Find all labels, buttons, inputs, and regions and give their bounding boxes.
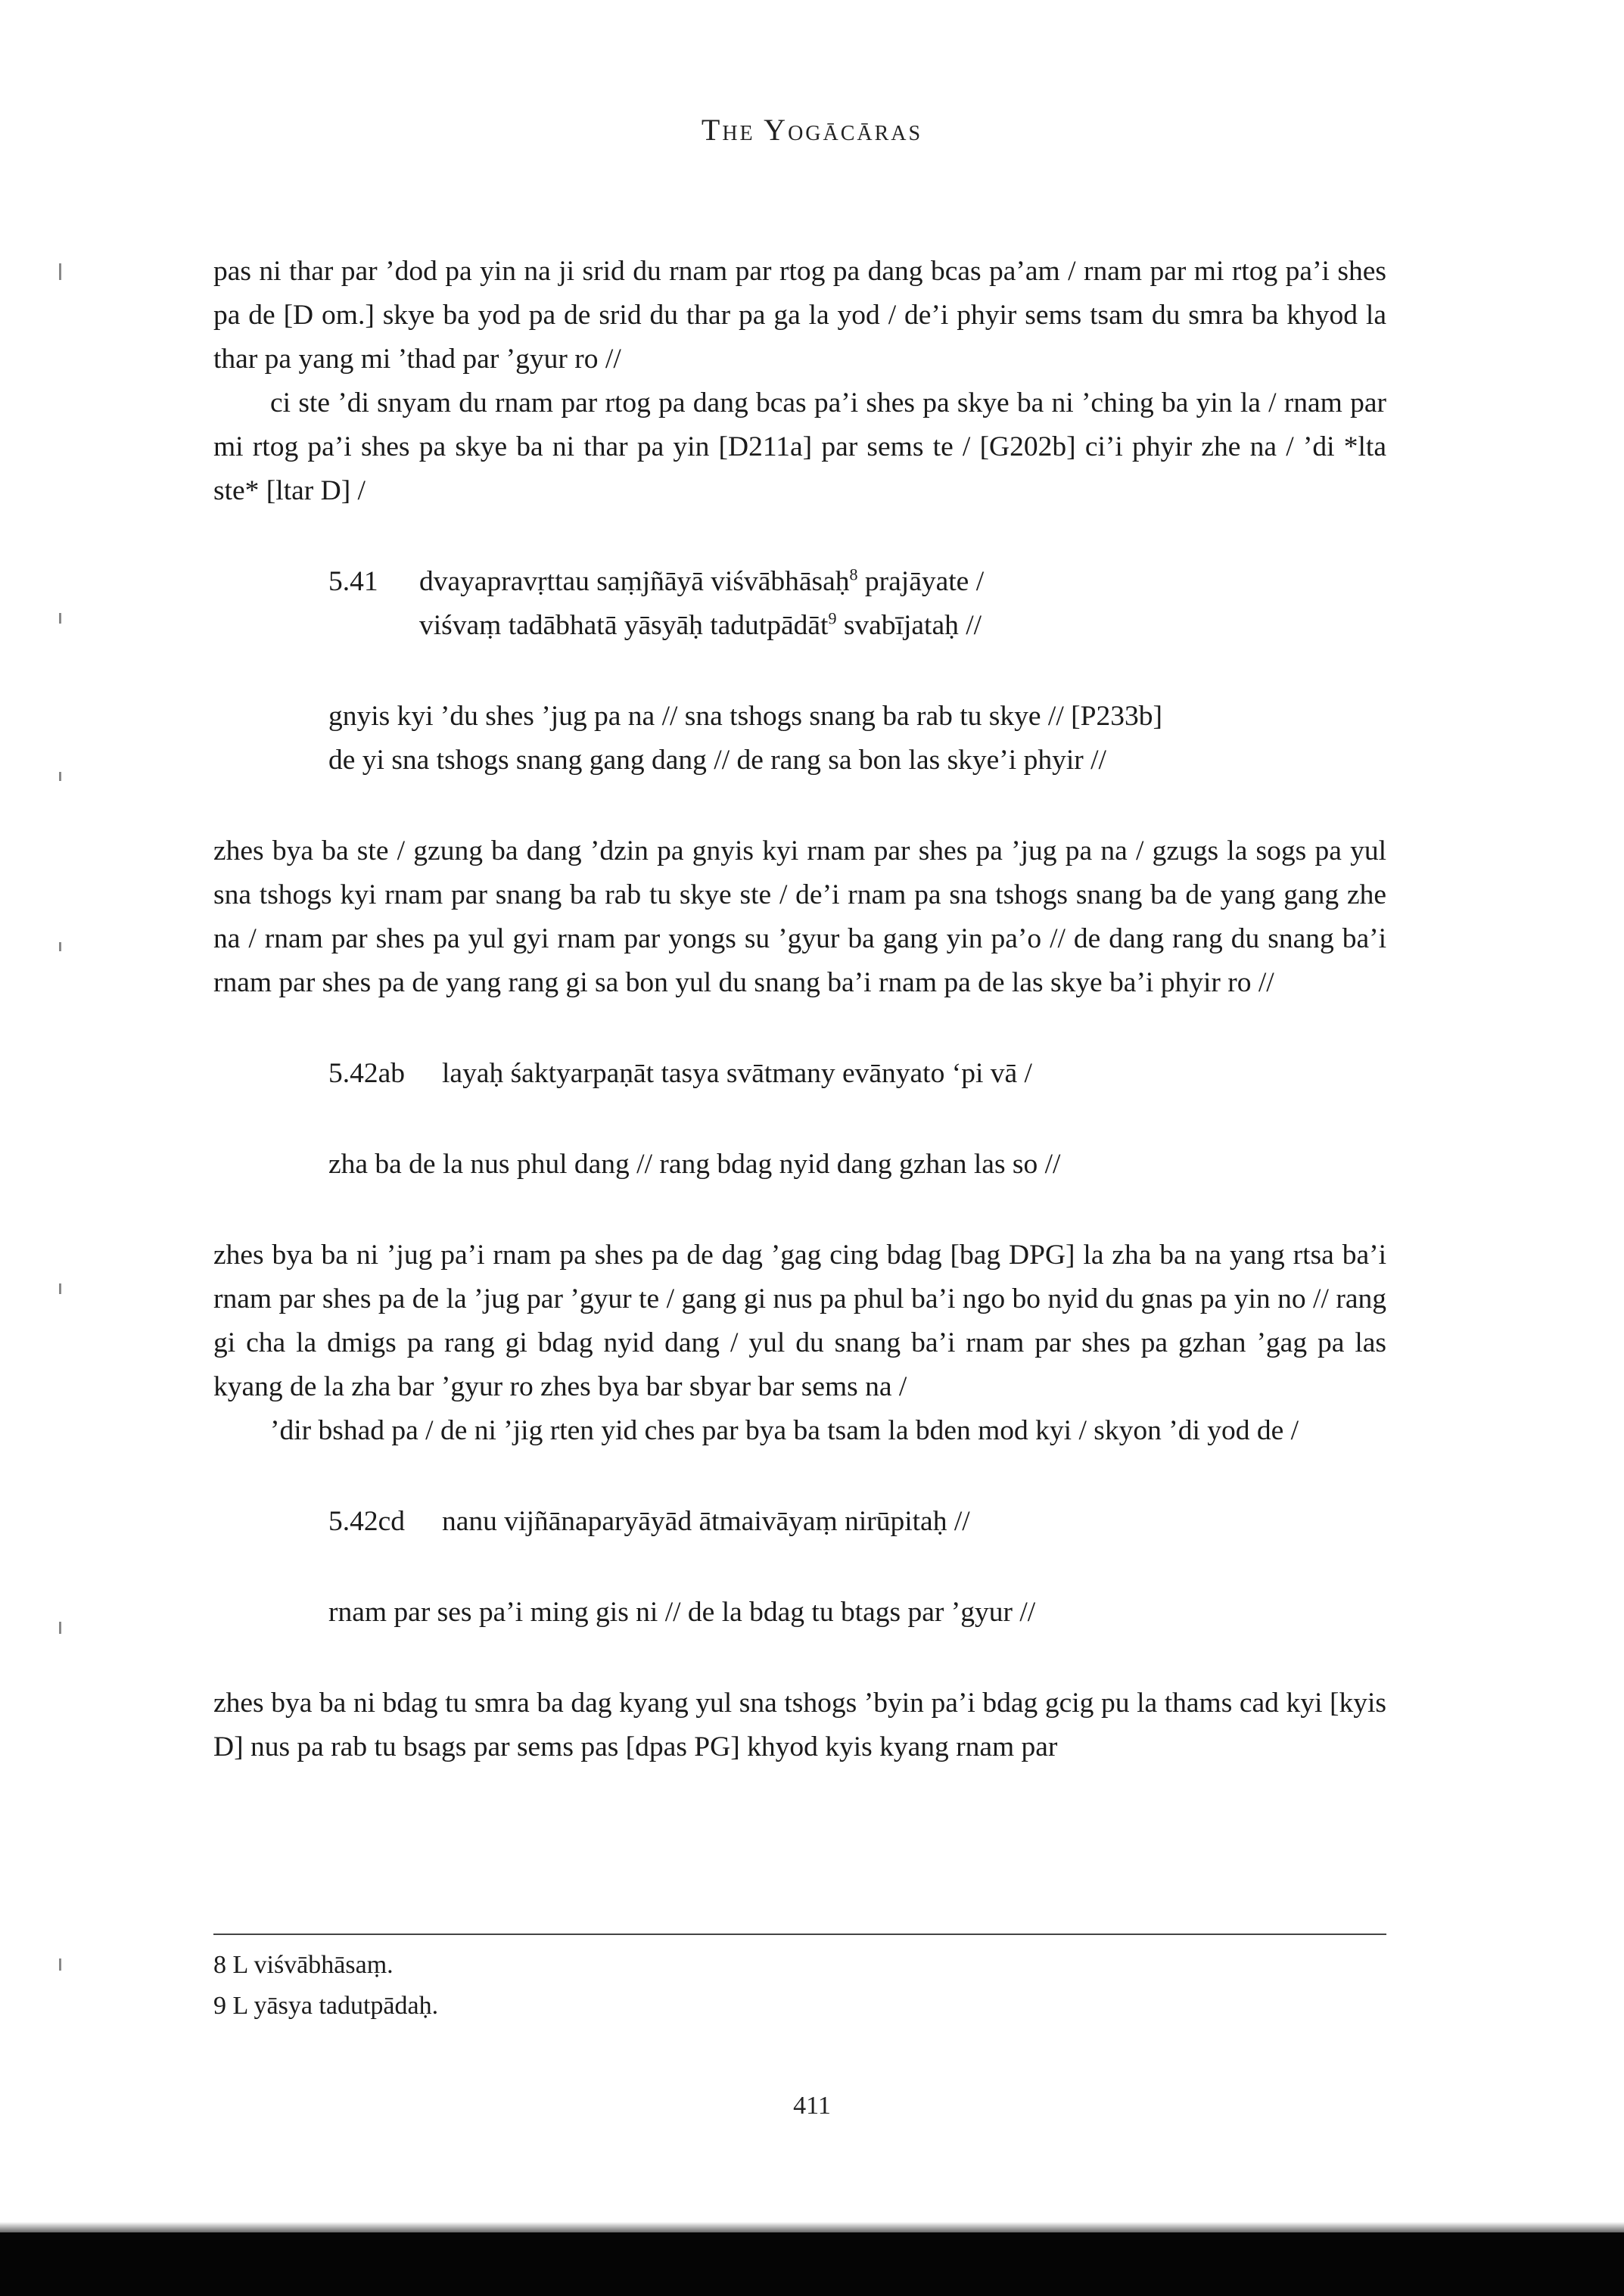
margin-mark [59,1283,61,1294]
verse-line: zha ba de la nus phul dang // rang bdag nyid dang gzhan las so // [328,1149,1061,1180]
paragraph: ’dir bshad pa / de ni ’jig rten yid ches par bya ba tsam la bden mod kyi / skyon ’di yod de / [270,1415,1299,1446]
margin-mark [59,772,61,781]
tibetan-verse-5-41 [328,695,1386,782]
footnote-8: 8 L viśvābhāsaṃ. [213,1951,394,1979]
verse-number: 5.42cd [328,1506,406,1537]
footnote-ref[interactable]: 9 [828,608,837,628]
tibetan-verse-5-42cd [328,1591,1386,1635]
sanskrit-verse-5-42cd [328,1500,1386,1544]
sanskrit-verse-5-42ab [328,1052,1386,1096]
footnote-divider [213,1934,1386,1935]
paragraph: pas ni thar par ’dod pa yin na ji srid du rnam par rtog pa dang bcas pa’am / rnam par mi rtog pa’i shes pa de [D om.] skye ba yod pa de srid du thar pa ga la yod / de’i phyir sems tsam du smra ba khyod la thar pa yang mi ’thad par ’gyur ro // [213,256,1386,375]
sanskrit-verse-5-41 [328,560,1386,648]
margin-mark [59,263,61,280]
footnote-9: 9 L yāsya tadutpādaḥ. [213,1992,439,2020]
footnote-ref[interactable]: 8 [849,565,858,584]
margin-mark [59,1958,61,1971]
tibetan-verse-5-42ab [328,1143,1386,1187]
verse-line: gnyis kyi ’du shes ’jug pa na // sna tshogs snang ba rab tu skye // [P233b] [328,701,1162,732]
verse-line: rnam par ses pa’i ming gis ni // de la bdag tu btags par ’gyur // [328,1597,1036,1628]
verse-line: viśvaṃ tadābhatā yāsyāḥ tadutpādāt$^9$ svabījataḥ // [419,608,982,641]
verse-number: 5.42ab [328,1058,406,1089]
margin-mark [59,1622,61,1634]
verse-line: layaḥ śaktyarpaṇāt tasya svātmany evānyato ‘pi vā / [442,1058,1032,1089]
margin-mark [59,613,61,624]
paragraph: ci ste ’di snyam du rnam par rtog pa dang bcas pa’i shes pa skye ba ni ’ching ba yin la / rnam par mi rtog pa’i shes pa skye ba ni thar pa yin [D211a] par sems te / [G202b] ci’i phyir zhe na / ’di *lta ste* [ltar D] / [213,387,1386,506]
verse-line: de yi sna tshogs snang gang dang // de rang sa bon las skye’i phyir // [328,745,1106,776]
footnotes [213,1945,1386,2027]
margin-mark [59,942,61,951]
main-text [213,250,1386,1769]
paragraph: zhes bya ba ni bdag tu smra ba dag kyang yul sna tshogs ’byin pa’i bdag gcig pu la thams cad kyi [kyis D] nus pa rab tu bsags par sems pas [dpas PG] khyod kyis kyang rnam par [213,1688,1386,1762]
scan-border [0,2232,1624,2296]
paragraph: zhes bya ba ni ’jug pa’i rnam pa shes pa de dag ’gag cing bdag [bag DPG] la zha ba na yang rtsa ba’i rnam par shes pa de la ’jug par ’gyur te / gang gi nus pa phul ba’i ngo bo nyid du gnas pa yin no // rang gi cha la dmigs pa rang gi bdag nyid dang / yul du snang ba’i rnam par shes pa gzhan ’gag pa las kyang de la zha bar ’gyur ro zhes bya bar sbyar bar sems na / [213,1240,1386,1402]
running-head: The Yogācāras [701,113,923,147]
verse-number: 5.41 [328,566,378,597]
verse-line: dvayapravṛttau saṃjñāyā viśvābhāsaḥ$^8$ prajāyate / [419,565,985,597]
paragraph: zhes bya ba ste / gzung ba dang ’dzin pa gnyis kyi rnam par shes pa ’jug pa na / gzugs la sogs pa yul sna tshogs kyi rnam par snang ba rab tu skye ste / de’i rnam pa sna tshogs snang ba de yang gang zhe na / rnam par shes pa yul gyi rnam par yongs su ’gyur ba gang yin pa’o // de dang rang du snang ba’i rnam par shes pa de yang rang gi sa bon yul du snang ba’i rnam pa de las skye ba’i phyir ro // [213,835,1386,998]
page-number: 411 [793,2092,831,2120]
verse-line: nanu vijñānaparyāyād ātmaivāyaṃ nirūpitaḥ // [442,1506,970,1537]
